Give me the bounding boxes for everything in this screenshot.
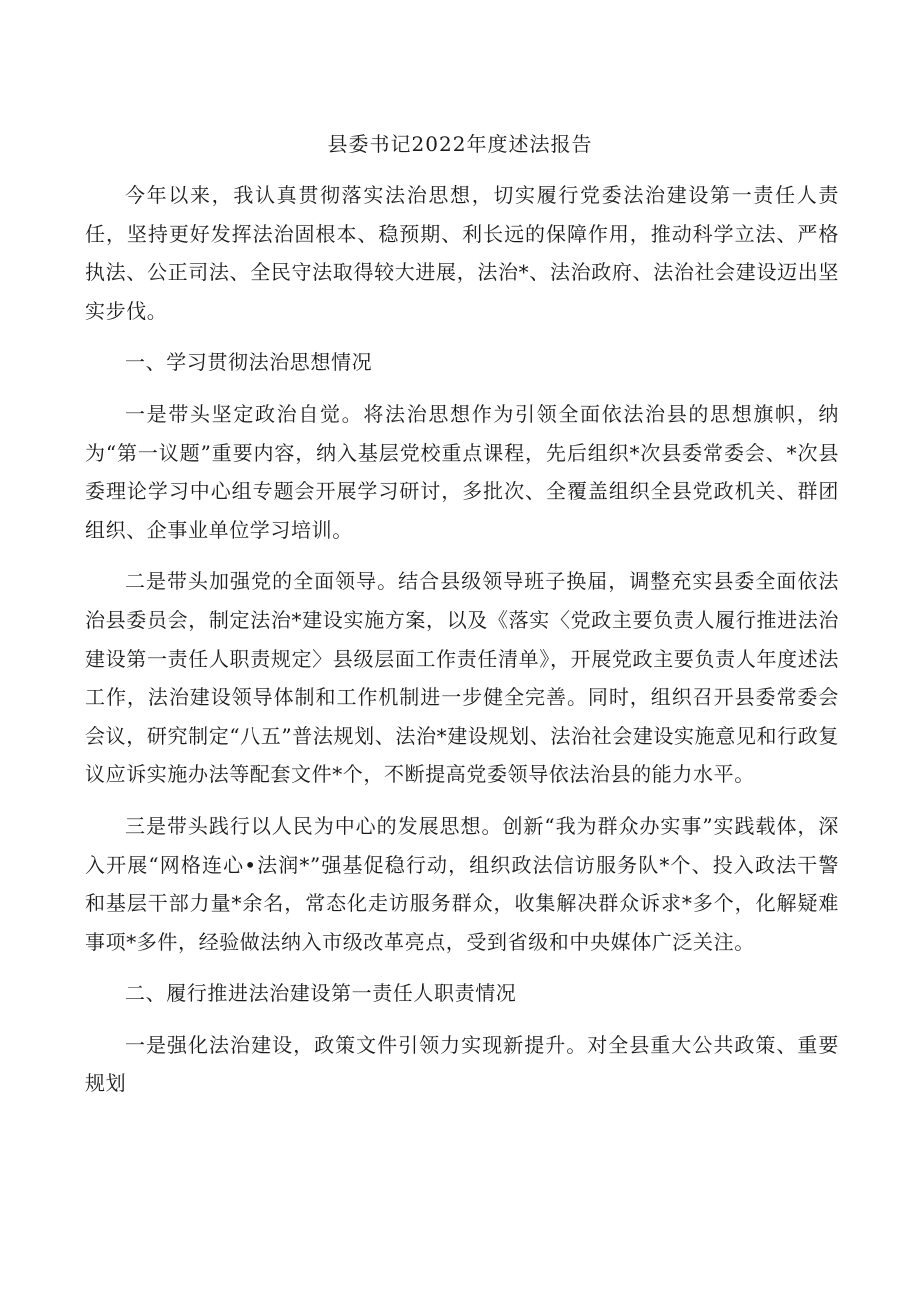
section-heading-1: 一、学习贯彻法治思想情况	[125, 350, 373, 375]
paragraph-intro: 今年以来，我认真贯彻落实法治思想，切实履行党委法治建设第一责任人责任，坚持更好发挥法治固根本、稳预期、利长远的保障作用，推动科学立法、严格执法、公正司法、全民守法取得较大进展，法治*、法治政府、法治社会建设迈出坚实步伐。	[85, 183, 839, 323]
paragraph-party-leadership: 二是带头加强党的全面领导。结合县级领导班子换届，调整充实县委全面依法治县委员会，制定法治*建设实施方案，以及《落实〈党政主要负责人履行推进法治建设第一责任人职责规定〉县级层面工作责任清单》，开展党政主要负责人年度述法工作，法治建设领导体制和工作机制进一步健全完善。同时，组织召开县委常委会会议，研究制定“八五”普法规划、法治*建设规划、法治社会建设实施意见和行政复议应诉实施办法等配套文件*个，不断提高党委领导依法治县的能力水平。	[85, 569, 839, 787]
section-heading-2: 二、履行推进法治建设第一责任人职责情况	[125, 981, 517, 1006]
paragraph-people-centered: 三是带头践行以人民为中心的发展思想。创新“我为群众办实事”实践载体，深入开展“网格连心•法润*”强基促稳行动，组织政法信访服务队*个、投入政法干警和基层干部力量*余名，常态化走访服务群众，收集解决群众诉求*多个，化解疑难事项*多件，经验做法纳入市级改革亮点，受到省级和中央媒体广泛关注。	[85, 813, 839, 954]
paragraph-rule-of-law-building: 一是强化法治建设，政策文件引领力实现新提升。对全县重大公共政策、重要规划	[85, 1032, 839, 1096]
document-body	[85, 176, 839, 1103]
document-title: 县委书记2022年度述法报告	[327, 132, 593, 156]
paragraph-political-awareness: 一是带头坚定政治自觉。将法治思想作为引领全面依法治县的思想旗帜，纳为“第一议题”重要内容，纳入基层党校重点课程，先后组织*次县委常委会、*次县委理论学习中心组专题会开展学习研讨，多批次、全覆盖组织全县党政机关、群团组织、企事业单位学习培训。	[85, 401, 839, 542]
